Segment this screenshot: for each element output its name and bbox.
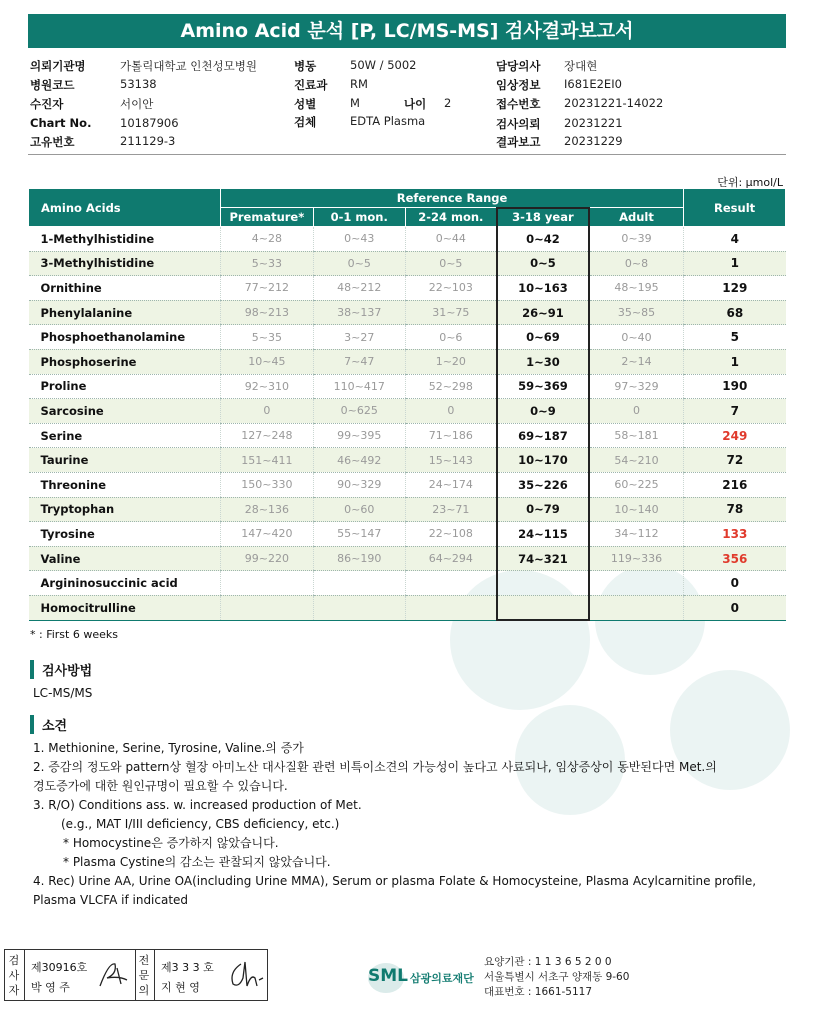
amino-acid-name: Homocitrulline	[29, 595, 221, 620]
reference-range-m01: 48~212	[313, 276, 405, 301]
unique-no-value: 211129-3	[120, 134, 176, 148]
reference-range-y318: 0~69	[497, 325, 589, 350]
table-row	[29, 276, 786, 301]
reference-range-m01: 86~190	[313, 546, 405, 571]
reference-range-y318: 10~170	[497, 448, 589, 473]
amino-acid-table	[28, 188, 786, 621]
reference-range-m224: 15~143	[405, 448, 497, 473]
amino-acid-name: Phosphoethanolamine	[29, 325, 221, 350]
reference-range-y318	[497, 595, 589, 620]
result-value: 249	[684, 423, 786, 448]
reference-range-pre: 151~411	[220, 448, 313, 473]
clinical-value: I681E2EI0	[564, 77, 622, 91]
header-reference-range: Reference Range	[220, 189, 683, 208]
reference-range-adult: 0~40	[589, 325, 684, 350]
header-range-3-18-year: 3-18 year	[497, 208, 589, 227]
finding-line: Plasma VLCFA if indicated	[33, 893, 189, 907]
result-value: 133	[684, 522, 786, 547]
reference-range-pre: 147~420	[220, 522, 313, 547]
amino-acid-table-body	[29, 227, 786, 621]
table-row	[29, 251, 786, 276]
reference-range-m01: 7~47	[313, 349, 405, 374]
reference-range-y318: 26~91	[497, 300, 589, 325]
reference-range-m01: 38~137	[313, 300, 405, 325]
chart-no-value: 10187906	[120, 116, 179, 130]
reference-range-m224: 0~6	[405, 325, 497, 350]
finding-line: 경도증가에 대한 원인규명이 필요할 수 있습니다.	[33, 779, 288, 793]
result-value: 7	[684, 399, 786, 424]
reference-range-adult	[589, 571, 684, 596]
table-row	[29, 349, 786, 374]
amino-acid-name: Phosphoserine	[29, 349, 221, 374]
ward-label: 병동	[294, 59, 317, 73]
reference-range-m01: 55~147	[313, 522, 405, 547]
result-value: 78	[684, 497, 786, 522]
tester-name: 박 영 주	[31, 981, 70, 994]
findings-text	[33, 739, 756, 910]
reference-range-pre: 99~220	[220, 546, 313, 571]
findings-heading-text: 소견	[42, 719, 68, 734]
result-value: 72	[684, 448, 786, 473]
reference-range-pre: 150~330	[220, 472, 313, 497]
reference-range-pre: 127~248	[220, 423, 313, 448]
amino-acid-name: Taurine	[29, 448, 221, 473]
finding-line: 1. Methionine, Serine, Tyrosine, Valine.의 증가	[33, 741, 304, 755]
result-value: 68	[684, 300, 786, 325]
reference-range-pre	[220, 595, 313, 620]
header-range-adult: Adult	[589, 208, 684, 227]
info-divider	[28, 154, 786, 155]
reference-range-m01: 0~625	[313, 399, 405, 424]
reference-range-pre	[220, 571, 313, 596]
report-date-value: 20231229	[564, 134, 623, 148]
result-value: 1	[684, 251, 786, 276]
reference-range-adult: 48~195	[589, 276, 684, 301]
amino-acid-name: Valine	[29, 546, 221, 571]
reference-range-m01: 99~395	[313, 423, 405, 448]
method-heading	[30, 660, 92, 679]
reference-range-y318: 24~115	[497, 522, 589, 547]
sml-logo-text: SML	[368, 966, 408, 986]
method-text: LC-MS/MS	[33, 686, 93, 700]
reference-range-y318: 1~30	[497, 349, 589, 374]
reference-range-adult: 0~39	[589, 227, 684, 252]
reference-range-adult: 0	[589, 399, 684, 424]
tester-signature-icon	[97, 958, 131, 992]
amino-acid-name: Tyrosine	[29, 522, 221, 547]
finding-line: (e.g., MAT I/III deficiency, CBS deficiency, etc.)	[61, 817, 340, 831]
sml-logo	[366, 958, 486, 998]
table-row	[29, 448, 786, 473]
reference-range-m224: 31~75	[405, 300, 497, 325]
table-row	[29, 227, 786, 252]
specimen-value: EDTA Plasma	[350, 114, 426, 128]
reference-range-adult: 60~225	[589, 472, 684, 497]
reference-range-m224: 1~20	[405, 349, 497, 374]
lab-name: 삼광의료재단	[410, 972, 474, 985]
header-result: Result	[684, 189, 786, 227]
amino-acid-name: Sarcosine	[29, 399, 221, 424]
reference-range-m01: 0~43	[313, 227, 405, 252]
reference-range-y318: 69~187	[497, 423, 589, 448]
reference-range-pre: 0	[220, 399, 313, 424]
reference-range-adult: 0~8	[589, 251, 684, 276]
doctor-value: 장대현	[564, 59, 598, 73]
reference-range-y318: 10~163	[497, 276, 589, 301]
reference-range-m224: 0~5	[405, 251, 497, 276]
tester-label: 검사자	[8, 954, 20, 997]
result-value: 0	[684, 595, 786, 620]
specialist-license: 제3 3 3 호	[161, 961, 214, 974]
finding-line: * Homocystine은 증가하지 않았습니다.	[63, 836, 279, 850]
reference-range-m224: 24~174	[405, 472, 497, 497]
lab-code: 요양기관 : 1 1 3 6 5 2 0 0	[484, 956, 612, 968]
reference-range-pre: 5~35	[220, 325, 313, 350]
reference-range-adult: 35~85	[589, 300, 684, 325]
reference-range-y318: 0~5	[497, 251, 589, 276]
result-value: 216	[684, 472, 786, 497]
hospital-code-value: 53138	[120, 77, 157, 91]
tester-license: 제30916호	[31, 961, 88, 974]
reference-range-m224: 22~108	[405, 522, 497, 547]
reference-range-adult: 97~329	[589, 374, 684, 399]
unique-no-label: 고유번호	[30, 135, 75, 149]
sex-value: M	[350, 96, 360, 110]
findings-heading	[30, 715, 67, 734]
reference-range-y318: 0~9	[497, 399, 589, 424]
result-value: 190	[684, 374, 786, 399]
header-range-0-1-mon: 0-1 mon.	[313, 208, 405, 227]
method-heading-text: 검사방법	[42, 664, 93, 679]
reference-range-pre: 92~310	[220, 374, 313, 399]
reference-range-pre: 4~28	[220, 227, 313, 252]
hospital-code-label: 병원코드	[30, 78, 75, 92]
result-value: 1	[684, 349, 786, 374]
table-row	[29, 399, 786, 424]
patient-info	[28, 56, 786, 156]
table-row	[29, 472, 786, 497]
amino-acid-name: Phenylalanine	[29, 300, 221, 325]
doctor-label: 담당의사	[496, 59, 541, 73]
department-label: 진료과	[294, 78, 328, 92]
reference-range-m224	[405, 571, 497, 596]
lab-street: 서울특별시 서초구 양재동 9-60	[484, 971, 630, 983]
table-row	[29, 571, 786, 596]
finding-line: * Plasma Cystine의 감소는 관찰되지 않았습니다.	[63, 855, 331, 869]
reference-range-m224: 23~71	[405, 497, 497, 522]
table-row	[29, 325, 786, 350]
unit-label: 단위: μmol/L	[717, 176, 783, 189]
reference-range-m224: 0	[405, 399, 497, 424]
reference-range-adult: 119~336	[589, 546, 684, 571]
request-date-label: 검사의뢰	[496, 117, 541, 131]
reference-range-pre: 98~213	[220, 300, 313, 325]
amino-acid-name: 3-Methylhistidine	[29, 251, 221, 276]
sex-label: 성별	[294, 97, 317, 111]
reference-range-m224	[405, 595, 497, 620]
reference-range-adult: 54~210	[589, 448, 684, 473]
reference-range-pre: 10~45	[220, 349, 313, 374]
reference-range-y318: 0~42	[497, 227, 589, 252]
reference-range-adult: 2~14	[589, 349, 684, 374]
result-value: 5	[684, 325, 786, 350]
header-range-2-24-mon: 2-24 mon.	[405, 208, 497, 227]
reference-range-m01: 0~5	[313, 251, 405, 276]
reference-range-adult	[589, 595, 684, 620]
finding-line: 4. Rec) Urine AA, Urine OA(including Urine MMA), Serum or plasma Folate & Homocysteine, Plasma Acylcarnitine profile,	[33, 874, 757, 888]
result-value: 129	[684, 276, 786, 301]
specialist-name: 지 현 영	[161, 981, 200, 994]
reference-range-m224: 71~186	[405, 423, 497, 448]
specialist-label: 전문의	[138, 954, 150, 997]
amino-acid-name: Serine	[29, 423, 221, 448]
amino-acid-name: Tryptophan	[29, 497, 221, 522]
specialist-signature-icon	[227, 958, 265, 992]
reference-range-pre: 77~212	[220, 276, 313, 301]
reference-range-m224: 64~294	[405, 546, 497, 571]
reference-range-y318: 74~321	[497, 546, 589, 571]
reference-range-y318: 59~369	[497, 374, 589, 399]
result-value: 4	[684, 227, 786, 252]
reference-range-m01: 46~492	[313, 448, 405, 473]
table-row	[29, 300, 786, 325]
reference-range-m01	[313, 571, 405, 596]
reference-range-m01: 3~27	[313, 325, 405, 350]
institution-value: 가톨릭대학교 인천성모병원	[120, 59, 257, 73]
age-label: 나이	[404, 97, 427, 111]
reference-range-m01: 0~60	[313, 497, 405, 522]
table-row	[29, 546, 786, 571]
lab-address	[484, 955, 629, 1000]
request-date-value: 20231221	[564, 116, 623, 130]
patient-value: 서이안	[120, 97, 154, 111]
amino-acid-name: 1-Methylhistidine	[29, 227, 221, 252]
table-row	[29, 522, 786, 547]
table-row	[29, 374, 786, 399]
clinical-label: 임상정보	[496, 78, 541, 92]
reference-range-pre: 28~136	[220, 497, 313, 522]
amino-acid-name: Proline	[29, 374, 221, 399]
reference-range-y318: 35~226	[497, 472, 589, 497]
lab-phone: 대표번호 : 1661-5117	[484, 986, 593, 998]
reference-range-pre: 5~33	[220, 251, 313, 276]
institution-label: 의뢰기관명	[30, 59, 86, 73]
table-row	[29, 595, 786, 620]
report-date-label: 결과보고	[496, 135, 541, 149]
reference-range-adult: 58~181	[589, 423, 684, 448]
reference-range-m01	[313, 595, 405, 620]
table-row	[29, 497, 786, 522]
finding-line: 2. 증감의 정도와 pattern상 혈장 아미노산 대사질환 관련 비특이소견의 가능성이 높다고 사료되나, 임상증상이 동반된다면 Met.의	[33, 760, 717, 774]
patient-label: 수진자	[30, 97, 64, 111]
reference-range-y318	[497, 571, 589, 596]
reference-range-m224: 22~103	[405, 276, 497, 301]
report-title: Amino Acid 분석 [P, LC/MS-MS] 검사결과보고서	[28, 14, 786, 48]
finding-line: 3. R/O) Conditions ass. w. increased production of Met.	[33, 798, 362, 812]
amino-acid-name: Threonine	[29, 472, 221, 497]
reference-range-m01: 90~329	[313, 472, 405, 497]
reference-range-adult: 34~112	[589, 522, 684, 547]
reference-range-y318: 0~79	[497, 497, 589, 522]
result-value: 356	[684, 546, 786, 571]
department-value: RM	[350, 77, 368, 91]
receipt-no-label: 접수번호	[496, 97, 541, 111]
reference-range-m224: 52~298	[405, 374, 497, 399]
age-value: 2	[444, 96, 452, 110]
header-range-premature: Premature*	[220, 208, 313, 227]
result-value: 0	[684, 571, 786, 596]
table-row	[29, 423, 786, 448]
reference-range-adult: 10~140	[589, 497, 684, 522]
chart-no-label: Chart No.	[30, 116, 92, 130]
reference-range-m01: 110~417	[313, 374, 405, 399]
receipt-no-value: 20231221-14022	[564, 96, 664, 110]
signature-box	[4, 949, 268, 1001]
reference-range-m224: 0~44	[405, 227, 497, 252]
footnote: * : First 6 weeks	[30, 628, 118, 641]
header-amino-acids: Amino Acids	[29, 189, 221, 227]
ward-value: 50W / 5002	[350, 58, 417, 72]
specimen-label: 검체	[294, 115, 317, 129]
amino-acid-name: Argininosuccinic acid	[29, 571, 221, 596]
amino-acid-name: Ornithine	[29, 276, 221, 301]
